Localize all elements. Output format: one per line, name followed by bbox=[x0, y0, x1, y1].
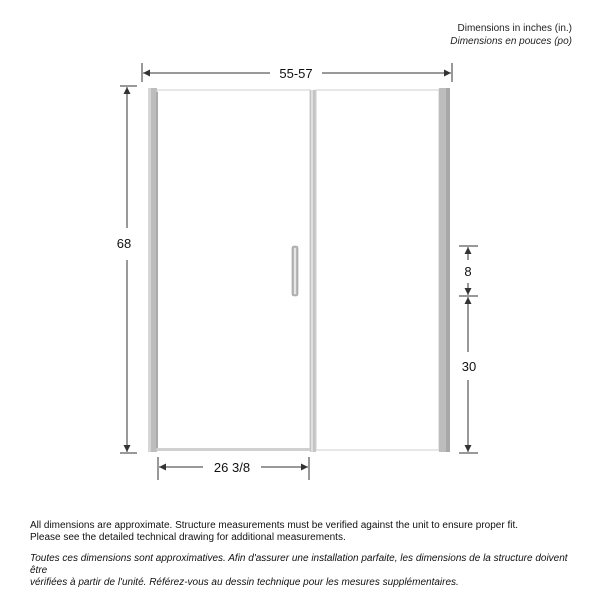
handle-height-dimension bbox=[459, 297, 478, 453]
note-french-line2: vérifiées à partir de l'unité. Référez-vous au dessin technique pour les mesures supplémentaires. bbox=[30, 577, 459, 588]
note-english-line2: Please see the detailed technical drawing for additional measurements. bbox=[30, 532, 346, 543]
door-width-dimension bbox=[158, 457, 309, 480]
handle-length-dimension bbox=[459, 246, 478, 296]
door-bottom-sweep bbox=[157, 448, 310, 451]
hinge-strip bbox=[156, 92, 158, 448]
units-french: Dimensions en pouces (po) bbox=[450, 36, 572, 47]
door-width-label: 26 3/8 bbox=[213, 460, 251, 475]
door-glass-panel bbox=[157, 90, 310, 450]
overall-width-label: 55-57 bbox=[279, 66, 313, 81]
handle-length-label: 8 bbox=[464, 264, 472, 279]
overall-height-dimension bbox=[117, 86, 137, 453]
handle-height-label: 30 bbox=[461, 359, 477, 374]
overall-width-dimension bbox=[142, 63, 452, 82]
fixed-glass-panel bbox=[316, 90, 439, 450]
units-english: Dimensions in inches (in.) bbox=[457, 23, 572, 34]
note-french-line1: Toutes ces dimensions sont approximatives. Afin d'assurer une installation parfaite, les dimensions de la structure doivent être bbox=[30, 553, 568, 576]
shower-door bbox=[148, 88, 450, 452]
overall-height-label: 68 bbox=[116, 236, 132, 251]
note-english-line1: All dimensions are approximate. Structure measurements must be verified against the unit to ensure proper fit. bbox=[30, 520, 519, 531]
disclaimer-notes bbox=[30, 520, 575, 589]
